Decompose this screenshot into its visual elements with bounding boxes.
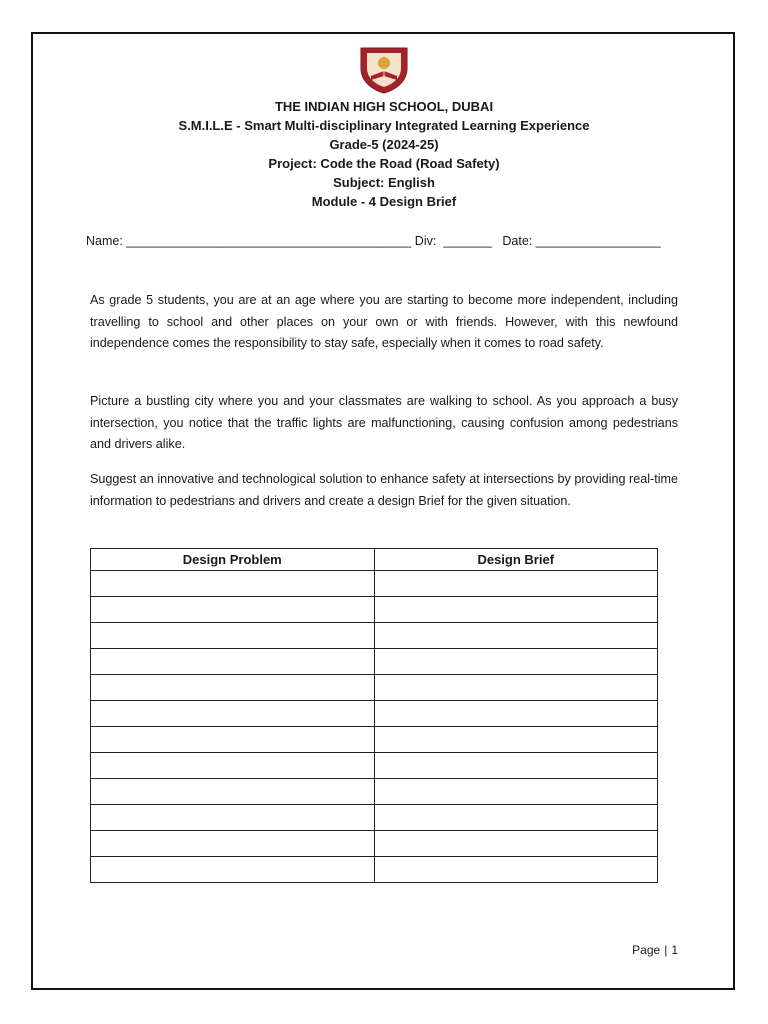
table-body — [91, 571, 658, 883]
design-problem-cell[interactable] — [91, 701, 375, 727]
design-brief-table — [90, 548, 658, 883]
design-brief-cell[interactable] — [374, 727, 658, 753]
task-paragraph: Suggest an innovative and technological solution to enhance safety at intersections by providing real-time information to pedestrians and drivers and create a design Brief for the given situation. — [90, 472, 678, 508]
design-brief-cell[interactable] — [374, 857, 658, 883]
design-problem-cell[interactable] — [91, 831, 375, 857]
design-problem-cell[interactable] — [91, 597, 375, 623]
design-problem-header: Design Problem — [91, 549, 375, 571]
page-value: 1 — [671, 943, 678, 957]
design-brief-cell[interactable] — [374, 675, 658, 701]
name-blank[interactable]: _________________________________________ — [126, 234, 412, 248]
design-brief-cell[interactable] — [374, 597, 658, 623]
date-blank[interactable]: __________________ — [535, 234, 661, 248]
table-row — [91, 597, 658, 623]
table-row — [91, 675, 658, 701]
table-row — [91, 701, 658, 727]
intro-paragraph: As grade 5 students, you are at an age where you are starting to become more independent, including travelling to school and other places on your own or with friends. However, with this newfound independence comes the responsibility to stay safe, especially when it comes to road safety. — [90, 293, 678, 351]
design-brief-cell[interactable] — [374, 623, 658, 649]
page-label: Page — [632, 943, 661, 957]
table-row — [91, 623, 658, 649]
design-brief-cell[interactable] — [374, 571, 658, 597]
scenario-paragraph: Picture a bustling city where you and your classmates are walking to school. As you approach a busy intersection, you notice that the traffic lights are malfunctioning, causing confusion among pedestrians and drivers alike. — [90, 394, 678, 452]
name-label: Name: — [86, 234, 127, 248]
design-problem-cell[interactable] — [91, 805, 375, 831]
table-row — [91, 649, 658, 675]
design-problem-cell[interactable] — [91, 571, 375, 597]
page-separator: | — [664, 943, 668, 957]
grade-line: Grade-5 (2024-25) — [329, 137, 439, 152]
design-problem-cell[interactable] — [91, 857, 375, 883]
table-header-row — [91, 549, 658, 571]
table-row — [91, 753, 658, 779]
project-line: Project: Code the Road (Road Safety) — [268, 156, 500, 171]
design-problem-cell[interactable] — [91, 675, 375, 701]
design-problem-cell[interactable] — [91, 753, 375, 779]
div-blank[interactable]: _______ — [443, 234, 492, 248]
div-label: Div: — [411, 234, 444, 248]
table-row — [91, 857, 658, 883]
design-problem-cell[interactable] — [91, 623, 375, 649]
table-row — [91, 831, 658, 857]
table-row — [91, 571, 658, 597]
design-brief-cell[interactable] — [374, 753, 658, 779]
design-brief-cell[interactable] — [374, 779, 658, 805]
date-label: Date: — [491, 234, 536, 248]
school-crest-icon — [357, 46, 411, 94]
module-line: Module - 4 Design Brief — [311, 194, 457, 209]
design-problem-cell[interactable] — [91, 649, 375, 675]
design-brief-cell[interactable] — [374, 805, 658, 831]
design-problem-cell[interactable] — [91, 779, 375, 805]
student-info-line — [86, 234, 686, 248]
school-name: THE INDIAN HIGH SCHOOL, DUBAI — [274, 99, 494, 114]
design-brief-header: Design Brief — [374, 549, 658, 571]
design-brief-cell[interactable] — [374, 831, 658, 857]
design-problem-cell[interactable] — [91, 727, 375, 753]
design-brief-cell[interactable] — [374, 649, 658, 675]
design-brief-cell[interactable] — [374, 701, 658, 727]
subject-line: Subject: English — [333, 175, 435, 190]
table-row — [91, 779, 658, 805]
table-row — [91, 805, 658, 831]
document-header — [60, 97, 708, 211]
table-row — [91, 727, 658, 753]
page-number — [632, 943, 678, 957]
program-title: S.M.I.L.E - Smart Multi-disciplinary Integrated Learning Experience — [178, 118, 590, 133]
